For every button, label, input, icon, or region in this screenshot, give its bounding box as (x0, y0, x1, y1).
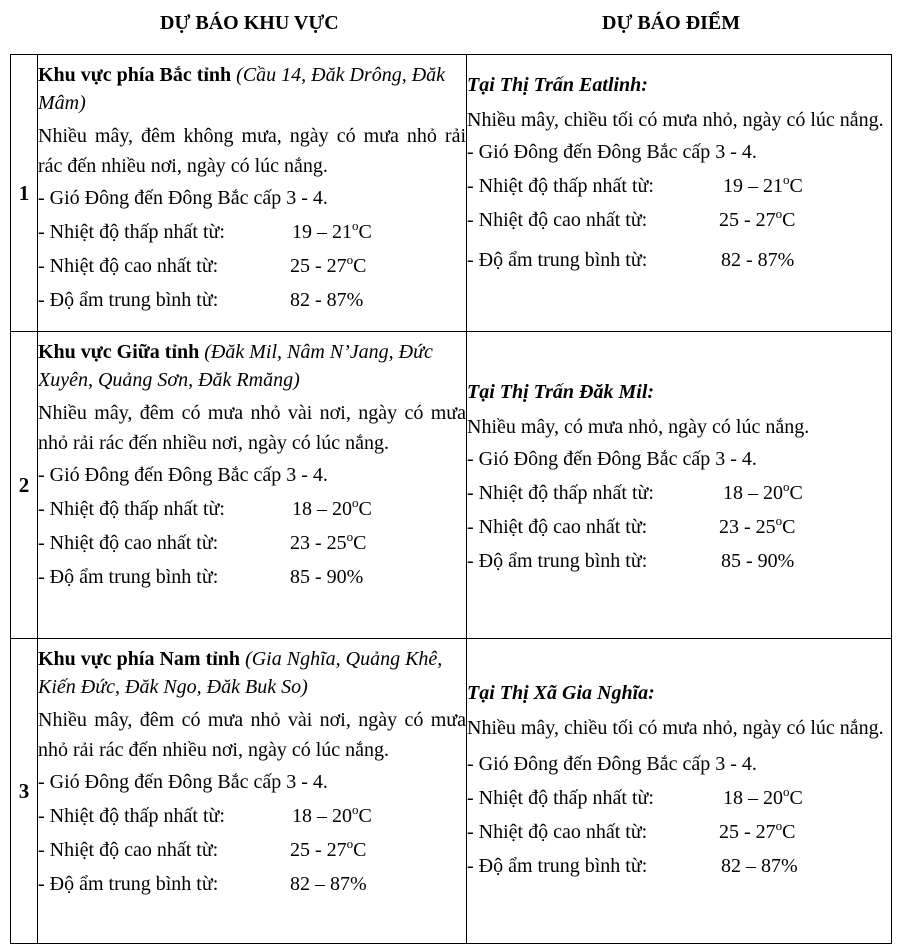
degree-sign: o (783, 172, 790, 187)
area-humidity-label: - Độ ẩm trung bình từ: (38, 566, 219, 588)
degree-sign: o (783, 479, 790, 494)
point-title: Tại Thị Trấn Đăk Mil: (467, 381, 655, 403)
area-tmax-number: 25 - 27 (290, 839, 347, 861)
row-number: 2 (11, 332, 38, 639)
point-tmax (467, 510, 891, 544)
point-wind (467, 135, 891, 169)
area-humidity (38, 283, 466, 317)
point-tmax-label: - Nhiệt độ cao nhất từ: (467, 821, 648, 843)
area-humidity-value: 85 - 90% (290, 566, 364, 588)
area-forecast-cell (38, 55, 467, 332)
point-description: Nhiều mây, chiều tối có mưa nhỏ, ngày có lúc nắng. (467, 717, 884, 739)
point-tmax-number: 23 - 25 (719, 516, 776, 538)
celsius-unit: C (782, 516, 796, 538)
degree-sign: o (775, 513, 783, 528)
area-tmax-value (290, 833, 367, 867)
area-tmax-value (290, 526, 367, 560)
point-wind-text: - Gió Đông đến Đông Bắc cấp 3 - 4. (467, 141, 757, 163)
celsius-unit: C (353, 255, 367, 277)
celsius-unit: C (353, 839, 367, 861)
point-tmin-value (723, 169, 803, 203)
area-tmax-label: - Nhiệt độ cao nhất từ: (38, 532, 219, 554)
point-description: Nhiều mây, chiều tối có mưa nhỏ, ngày có lúc nắng. (467, 109, 884, 131)
area-description: Nhiều mây, đêm không mưa, ngày có mưa nhỏ rải rác đến nhiều nơi, ngày có lúc nắng. (38, 125, 466, 177)
area-tmin-number: 18 – 20 (292, 805, 352, 827)
point-humidity (467, 544, 891, 578)
area-forecast-cell (38, 639, 467, 944)
point-wind (467, 747, 891, 781)
area-name: Khu vực phía Nam tỉnh (38, 648, 241, 670)
point-tmax-number: 25 - 27 (719, 821, 776, 843)
point-wind (467, 442, 891, 476)
area-tmax-label: - Nhiệt độ cao nhất từ: (38, 255, 219, 277)
point-tmax-value (719, 815, 796, 849)
area-places: (Gia Nghĩa, Quảng Khê, Kiến Đức, Đăk Ngo, Đăk Buk So) (38, 648, 443, 698)
point-humidity (467, 849, 891, 883)
area-wind (38, 458, 466, 492)
row-number: 1 (11, 55, 38, 332)
area-description: Nhiều mây, đêm có mưa nhỏ vài nơi, ngày có mưa nhỏ rải rác đến nhiều nơi, ngày có lúc nắng. (38, 402, 466, 454)
header-area-forecast: DỰ BÁO KHU VỰC (160, 12, 339, 34)
area-tmin-value (292, 492, 372, 526)
celsius-unit: C (789, 175, 803, 197)
point-tmin-value (723, 476, 803, 510)
point-tmin-number: 19 – 21 (723, 175, 783, 197)
area-tmin-label: - Nhiệt độ thấp nhất từ: (38, 498, 225, 520)
degree-sign: o (352, 218, 359, 233)
point-forecast-cell (467, 55, 892, 332)
area-forecast-cell (38, 332, 467, 639)
celsius-unit: C (789, 787, 803, 809)
area-title (38, 645, 466, 701)
table-row (11, 55, 892, 332)
area-tmin-label: - Nhiệt độ thấp nhất từ: (38, 221, 225, 243)
point-forecast-cell (467, 639, 892, 944)
point-humidity-label: - Độ ẩm trung bình từ: (467, 249, 648, 271)
area-places: (Đăk Mil, Nâm N’Jang, Đức Xuyên, Quảng Sơn, Đăk Rmăng) (38, 341, 433, 391)
area-humidity-label: - Độ ẩm trung bình từ: (38, 289, 219, 311)
area-name: Khu vực Giữa tỉnh (38, 341, 200, 363)
point-tmin-value (723, 781, 803, 815)
forecast-table (10, 54, 892, 944)
point-humidity-value: 85 - 90% (721, 550, 795, 572)
point-humidity-label: - Độ ẩm trung bình từ: (467, 550, 648, 572)
degree-sign: o (352, 802, 359, 817)
point-tmin (467, 476, 891, 510)
point-title: Tại Thị Xã Gia Nghĩa: (467, 682, 655, 704)
area-tmax (38, 249, 466, 283)
point-tmax (467, 815, 891, 849)
degree-sign: o (346, 529, 354, 544)
area-places: (Cầu 14, Đăk Drông, Đăk Mâm) (38, 64, 446, 114)
point-humidity-value: 82 - 87% (721, 249, 795, 271)
area-title (38, 338, 466, 394)
point-tmax-label: - Nhiệt độ cao nhất từ: (467, 209, 648, 231)
area-tmin (38, 215, 466, 249)
point-tmin (467, 781, 891, 815)
area-humidity-label: - Độ ẩm trung bình từ: (38, 873, 219, 895)
point-forecast-cell (467, 332, 892, 639)
celsius-unit: C (353, 532, 367, 554)
area-tmax-number: 23 - 25 (290, 532, 347, 554)
celsius-unit: C (782, 821, 796, 843)
degree-sign: o (783, 784, 790, 799)
point-description: Nhiều mây, có mưa nhỏ, ngày có lúc nắng. (467, 416, 810, 438)
point-tmin-label: - Nhiệt độ thấp nhất từ: (467, 787, 654, 809)
area-description: Nhiều mây, đêm có mưa nhỏ vài nơi, ngày có mưa nhỏ rải rác đến nhiều nơi, ngày có lúc nắng. (38, 709, 466, 761)
celsius-unit: C (358, 805, 372, 827)
area-wind-text: - Gió Đông đến Đông Bắc cấp 3 - 4. (38, 187, 328, 209)
area-wind (38, 181, 466, 215)
point-tmax-label: - Nhiệt độ cao nhất từ: (467, 516, 648, 538)
degree-sign: o (346, 836, 354, 851)
area-humidity (38, 867, 466, 901)
area-tmin (38, 799, 466, 833)
area-tmax-value (290, 249, 367, 283)
area-humidity (38, 560, 466, 594)
point-humidity (467, 243, 891, 277)
celsius-unit: C (358, 221, 372, 243)
point-tmin-label: - Nhiệt độ thấp nhất từ: (467, 175, 654, 197)
degree-sign: o (775, 818, 783, 833)
row-number: 3 (11, 639, 38, 944)
area-wind (38, 765, 466, 799)
point-humidity-label: - Độ ẩm trung bình từ: (467, 855, 648, 877)
area-tmin-value (292, 799, 372, 833)
area-title (38, 61, 466, 117)
header-point-forecast: DỰ BÁO ĐIỂM (602, 12, 741, 34)
table-row (11, 639, 892, 944)
area-wind-text: - Gió Đông đến Đông Bắc cấp 3 - 4. (38, 464, 328, 486)
point-tmin-label: - Nhiệt độ thấp nhất từ: (467, 482, 654, 504)
area-tmax (38, 833, 466, 867)
point-humidity-value: 82 – 87% (721, 855, 798, 877)
area-tmax-number: 25 - 27 (290, 255, 347, 277)
celsius-unit: C (789, 482, 803, 504)
area-humidity-value: 82 - 87% (290, 289, 364, 311)
point-tmin-number: 18 – 20 (723, 787, 783, 809)
point-tmax-number: 25 - 27 (719, 209, 776, 231)
point-wind-text: - Gió Đông đến Đông Bắc cấp 3 - 4. (467, 753, 757, 775)
point-tmin-number: 18 – 20 (723, 482, 783, 504)
area-tmin-number: 18 – 20 (292, 498, 352, 520)
area-name: Khu vực phía Bắc tỉnh (38, 64, 232, 86)
area-tmin-value (292, 215, 372, 249)
point-title: Tại Thị Trấn Eatlinh: (467, 74, 648, 96)
degree-sign: o (352, 495, 359, 510)
area-tmin-label: - Nhiệt độ thấp nhất từ: (38, 805, 225, 827)
table-row (11, 332, 892, 639)
celsius-unit: C (782, 209, 796, 231)
degree-sign: o (346, 252, 354, 267)
area-wind-text: - Gió Đông đến Đông Bắc cấp 3 - 4. (38, 771, 328, 793)
point-tmax-value (719, 510, 796, 544)
point-tmax (467, 203, 891, 237)
area-tmin (38, 492, 466, 526)
degree-sign: o (775, 206, 783, 221)
area-tmax (38, 526, 466, 560)
point-tmax-value (719, 203, 796, 237)
area-tmax-label: - Nhiệt độ cao nhất từ: (38, 839, 219, 861)
celsius-unit: C (358, 498, 372, 520)
point-tmin (467, 169, 891, 203)
point-wind-text: - Gió Đông đến Đông Bắc cấp 3 - 4. (467, 448, 757, 470)
area-tmin-number: 19 – 21 (292, 221, 352, 243)
area-humidity-value: 82 – 87% (290, 873, 367, 895)
